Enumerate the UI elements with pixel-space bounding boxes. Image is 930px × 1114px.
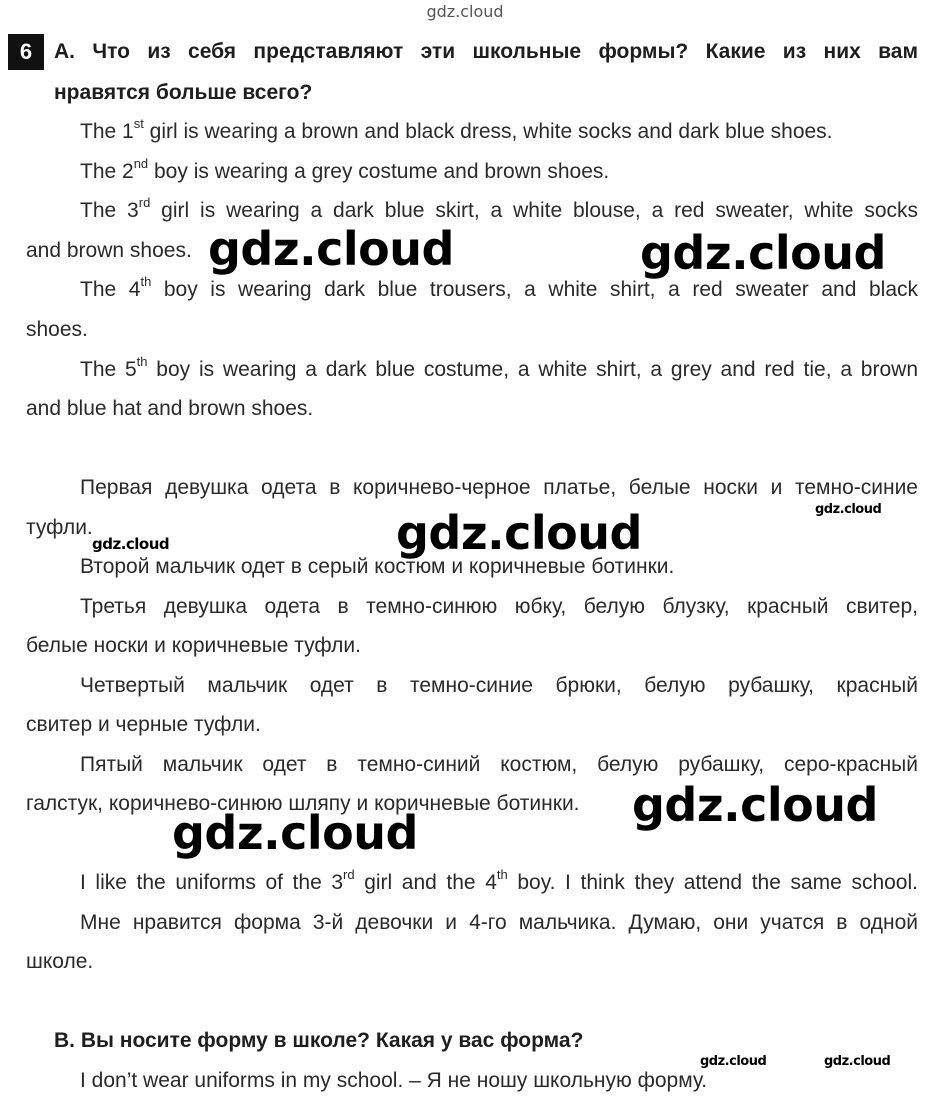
russian-sentence-5-cont: галстук, коричнево-синюю шляпу и коричневые ботинки. [26,792,580,815]
watermark-big-3: gdz.cloud [396,506,642,560]
watermark-top: gdz.cloud [426,2,504,21]
watermark-small-1: gdz.cloud [815,502,882,517]
opinion-russian: Мне нравится форма 3-й девочки и 4-го мальчика. Думаю, они учатся в одной [80,911,918,934]
watermark-small-3: gdz.cloud [700,1054,767,1069]
russian-sentence-4-cont: свитер и черные туфли. [26,713,261,736]
russian-sentence-1-cont: туфли. [26,516,93,539]
russian-sentence-3-cont: белые носки и коричневые туфли. [26,634,361,657]
russian-sentence-1: Первая девушка одета в коричнево-черное платье, белые носки и темно-синие [80,476,918,499]
heading-b: B. Вы носите форму в школе? Какая у вас форма? [54,1029,584,1052]
english-sentence-2: The 2nd boy is wearing a grey costume and brown shoes. [80,156,610,183]
russian-sentence-5: Пятый мальчик одет в темно-синий костюм, белую рубашку, серо-красный [80,753,918,776]
opinion-english: I like the uniforms of the 3rd girl and the 4th boy. I think they attend the same school. [80,867,918,894]
english-sentence-5: The 5th boy is wearing a dark blue costume, a white shirt, a grey and red tie, a brown [80,354,918,381]
english-sentence-5-cont: and blue hat and brown shoes. [26,397,314,420]
heading-a-line2: нравятся больше всего? [54,81,313,104]
opinion-russian-cont: школе. [26,950,94,973]
english-sentence-3-cont: and brown shoes. [26,239,192,262]
watermark-big-4: gdz.cloud [632,778,878,832]
answer-b: I don’t wear uniforms in my school. – Я не ношу школьную форму. [80,1069,708,1092]
english-sentence-3: The 3rd girl is wearing a dark blue skirt, a white blouse, a red sweater, white socks [80,195,919,222]
task-number-badge: 6 [8,34,44,70]
english-sentence-1: The 1st girl is wearing a brown and black dress, white socks and dark blue shoes. [80,116,833,143]
watermark-small-4: gdz.cloud [824,1054,891,1069]
heading-a-line1: A. Что из себя представляют эти школьные формы? Какие из них вам [54,40,918,63]
russian-sentence-2: Второй мальчик одет в серый костюм и коричневые ботинки. [80,555,675,578]
watermark-big-1: gdz.cloud [208,222,454,276]
russian-sentence-4: Четвертый мальчик одет в темно-синие брюки, белую рубашку, красный [80,674,918,697]
english-sentence-4: The 4th boy is wearing dark blue trousers, a white shirt, a red sweater and black [80,274,919,301]
watermark-big-5: gdz.cloud [172,806,418,860]
watermark-small-2: gdz.cloud [92,535,170,553]
watermark-big-2: gdz.cloud [640,226,886,280]
english-sentence-4-cont: shoes. [26,318,88,341]
russian-sentence-3: Третья девушка одета в темно-синюю юбку, белую блузку, красный свитер, [80,595,918,618]
